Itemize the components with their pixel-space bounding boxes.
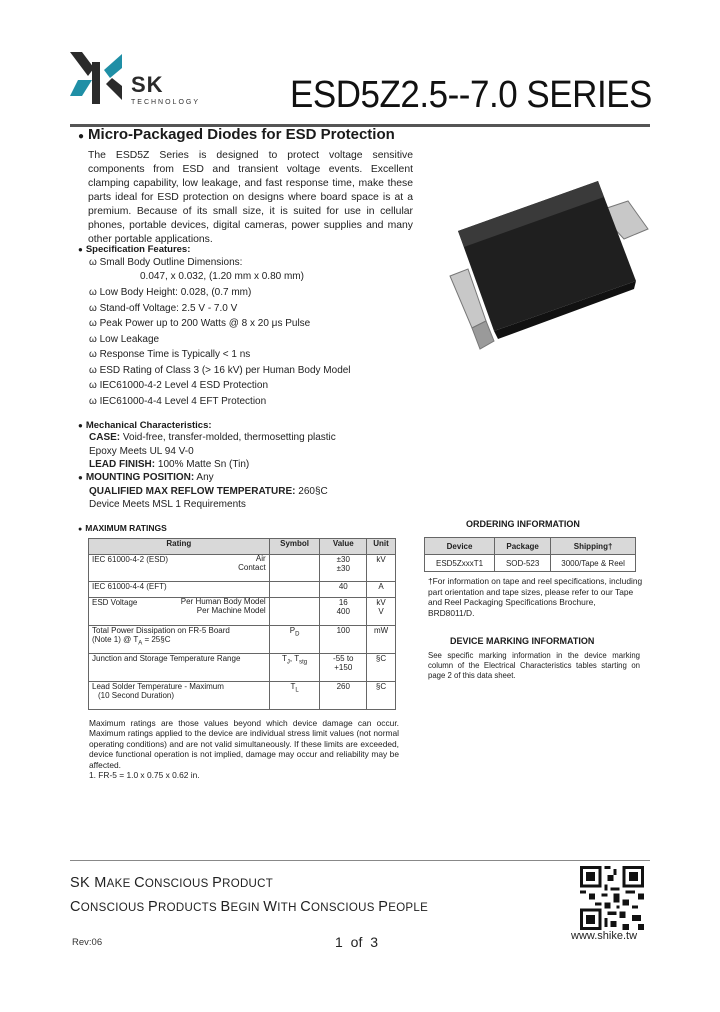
spec-item: ω Peak Power up to 200 Watts @ 8 x 20 μs Pulse: [89, 318, 311, 329]
slogan-part: B: [220, 899, 231, 915]
bullet-icon: ●: [78, 473, 83, 482]
mech-heading: [78, 420, 212, 431]
column-header: Unit: [367, 539, 396, 555]
column-header: Package: [495, 538, 551, 555]
bullet-icon: ●: [78, 421, 83, 430]
subscript: A: [138, 640, 143, 647]
spec-item: ω Low Leakage: [89, 334, 160, 345]
website-link[interactable]: www.shike.tw: [571, 930, 638, 942]
symbol-cell: [269, 654, 320, 682]
subscript: D: [295, 631, 300, 638]
slogan-part: AKE: [106, 878, 135, 890]
unit-cell: [367, 598, 396, 626]
unit-cell: kV: [367, 555, 396, 582]
slogan-part: ONSCIOUS: [144, 878, 213, 890]
rating-cell: Junction and Storage Temperature Range: [89, 654, 270, 682]
ordering-table: [424, 537, 636, 572]
slogan-part: ITH: [277, 902, 301, 914]
logo-subtext: TECHNOLOGY: [131, 99, 201, 106]
marking-text: See specific marking information in the device marking column of the Electrical Characteristics tables starting on page 2 of this data sheet.: [428, 651, 640, 680]
column-header: Symbol: [269, 539, 320, 555]
subscript: stg: [299, 659, 308, 666]
spec-item: ω Small Body Outline Dimensions:: [89, 257, 243, 268]
slogan-part: SK: [70, 875, 95, 891]
slogan-part: P: [378, 899, 389, 915]
value-text: +150: [334, 663, 353, 672]
mech-msl: Device Meets MSL 1 Requirements: [89, 499, 246, 510]
value-text: 400: [336, 607, 350, 616]
mech-mount: [78, 472, 214, 483]
rating-cell: [89, 555, 270, 582]
table-header-row: [425, 538, 636, 555]
rating-text-part: (Note 1) @ T: [92, 635, 139, 644]
value-cell: [320, 555, 367, 582]
intro-paragraph: The ESD5Z Series is designed to protect voltage sensitive components from ESD and transient voltage events. Excellent clamping capability, low leakage, and fast response time, make these parts ideal for ESD protection on designs where board space is at a premium. Because of its small size, it is suited for use in cellular phones, portable devices, digital cameras, power supplies and many other portable applications.: [88, 150, 413, 245]
slogan-part: P: [148, 899, 159, 915]
rating-sub: Per Machine Model: [196, 606, 266, 615]
max-ratings-table: [88, 538, 396, 710]
table-cell: SOD-523: [495, 555, 551, 572]
lead-label: LEAD FINISH:: [89, 459, 156, 470]
rating-cell: [89, 598, 270, 626]
table-cell: 3000/Tape & Reel: [551, 555, 636, 572]
bullet-icon: ●: [78, 526, 83, 533]
value-cell: 100: [320, 626, 367, 654]
table-row: [89, 555, 396, 582]
mech-reflow: [89, 486, 328, 497]
reflow-text: 260§C: [298, 486, 328, 497]
spec-item: ω Stand-off Voltage: 2.5 V - 7.0 V: [89, 303, 238, 314]
logo-text: SK: [131, 72, 164, 97]
mount-text: Any: [196, 472, 214, 483]
slogan-part: RODUCTS: [158, 902, 221, 914]
rating-cell: [89, 682, 270, 710]
symbol-cell: [269, 582, 320, 598]
subscript: L: [295, 687, 299, 694]
rating-text: ESD Voltage: [92, 598, 138, 607]
rating-sub: Per Human Body Model: [180, 597, 266, 606]
slogan-line-1: [70, 875, 273, 891]
value-text: -55 to: [333, 654, 354, 663]
case-label: CASE:: [89, 432, 121, 443]
slogan-part: C: [300, 899, 311, 915]
max-ratings-heading: [78, 523, 167, 533]
marking-heading: DEVICE MARKING INFORMATION: [450, 636, 595, 646]
slogan-line-2: [70, 899, 428, 915]
value-cell: [320, 598, 367, 626]
slogan-part: ONSCIOUS: [310, 902, 379, 914]
table-row: [89, 654, 396, 682]
page-number: 1 of 3: [335, 934, 379, 950]
mech-heading-text: Mechanical Characteristics:: [85, 420, 212, 431]
symbol-cell: [269, 682, 320, 710]
spec-item: ω IEC61000-4-2 Level 4 ESD Protection: [89, 380, 269, 391]
unit-cell: mW: [367, 626, 396, 654]
table-cell: ESD5ZxxxT1: [425, 555, 495, 572]
table-row: [89, 598, 396, 626]
slogan-part: C: [70, 899, 81, 915]
qr-code-icon: [580, 866, 644, 930]
value-cell: [320, 654, 367, 682]
symbol-text: T: [290, 682, 296, 691]
column-header: Device: [425, 538, 495, 555]
symbol-cell: [269, 555, 320, 582]
unit-text: V: [378, 607, 384, 616]
table-header-row: [89, 539, 396, 555]
main-heading-text: Micro-Packaged Diodes for ESD Protection: [88, 126, 395, 143]
rating-cell: IEC 61000-4-4 (EFT): [89, 582, 270, 598]
column-header: Rating: [89, 539, 270, 555]
spec-heading-text: Specification Features:: [85, 244, 191, 255]
case-text: Void-free, transfer-molded, thermosetting plastic: [122, 432, 336, 443]
slogan-part: C: [134, 875, 145, 891]
reflow-label: QUALIFIED MAX REFLOW TEMPERATURE:: [89, 486, 296, 497]
unit-cell: A: [367, 582, 396, 598]
slogan-part: EOPLE: [388, 902, 429, 914]
lead-text: 100% Matte Sn (Tin): [157, 459, 250, 470]
symbol-cell: [269, 626, 320, 654]
value-text: ±30: [336, 564, 350, 573]
unit-cell: §C: [367, 654, 396, 682]
bullet-icon: ●: [78, 131, 85, 142]
ordering-note: †For information on tape and reel specifications, including part orientation and tape sizes, please refer to our Tape and Reel Packaging Specifications Brochure, BRD8011/D.: [428, 576, 643, 618]
mount-label: MOUNTING POSITION:: [85, 472, 195, 483]
company-logo-icon: [70, 50, 124, 106]
value-cell: 260: [320, 682, 367, 710]
ratings-notes: [89, 718, 399, 780]
bullet-icon: ●: [78, 245, 83, 254]
spec-item: ω Response Time is Typically < 1 ns: [89, 349, 251, 360]
rating-sub: Contact: [238, 563, 266, 572]
symbol-text: P: [289, 626, 296, 635]
spec-heading: [78, 244, 190, 255]
spec-item: 0.047, x 0.032, (1.20 mm x 0.80 mm): [140, 271, 304, 282]
slogan-part: W: [263, 899, 278, 915]
rating-text-part: = 25§C: [142, 635, 171, 644]
rating-text: [92, 635, 266, 647]
ordering-heading: ORDERING INFORMATION: [466, 519, 580, 529]
spec-item: ω Low Body Height: 0.028, (0.7 mm): [89, 287, 252, 298]
mech-epoxy: Epoxy Meets UL 94 V-0: [89, 446, 194, 457]
table-row: [89, 682, 396, 710]
notes-text: Maximum ratings are those values beyond which device damage can occur. Maximum ratings applied to the device are individual stress limit values (not normal operating conditions) and are not valid simultaneously. If these limits are exceeded, device functional operation is not implied, damage may occur and reliability may be affected.: [89, 718, 399, 770]
revision-label: Rev:06: [72, 937, 103, 948]
footer-divider: [70, 860, 650, 861]
spec-item: ω IEC61000-4-4 Level 4 EFT Protection: [89, 396, 267, 407]
table-row: [89, 626, 396, 654]
rating-cell: [89, 626, 270, 654]
slogan-part: EGIN: [230, 902, 264, 914]
slogan-part: RODUCT: [222, 878, 274, 890]
unit-cell: §C: [367, 682, 396, 710]
symbol-cell: [269, 598, 320, 626]
rating-text: Lead Solder Temperature - Maximum: [92, 682, 224, 691]
rating-text: (10 Second Duration): [98, 691, 175, 700]
table-row: [425, 555, 636, 572]
mech-case: [89, 432, 336, 443]
slogan-part: M: [94, 875, 107, 891]
mech-lead: [89, 459, 249, 470]
symbol-text: T: [282, 654, 287, 663]
slogan-part: ONSCIOUS: [80, 902, 149, 914]
value-text: ±30: [336, 555, 350, 564]
spec-item: ω ESD Rating of Class 3 (> 16 kV) per Human Body Model: [89, 365, 351, 376]
footnote-text: 1. FR-5 = 1.0 x 0.75 x 0.62 in.: [89, 770, 200, 781]
unit-text: kV: [376, 598, 386, 607]
value-cell: 40: [320, 582, 367, 598]
rating-text: Total Power Dissipation on FR-5 Board: [92, 626, 230, 635]
symbol-text: , T: [289, 654, 300, 663]
main-heading: [78, 126, 395, 143]
series-title: ESD5Z2.5--7.0 SERIES: [290, 74, 652, 116]
slogan-part: P: [212, 875, 223, 891]
column-header: Shipping†: [551, 538, 636, 555]
subscript: J: [286, 659, 290, 666]
value-text: 16: [338, 598, 348, 607]
column-header: Value: [320, 539, 367, 555]
max-ratings-heading-text: MAXIMUM RATINGS: [85, 523, 167, 533]
table-row: [89, 582, 396, 598]
rating-sub: Air: [255, 554, 266, 563]
rating-text: IEC 61000-4-2 (ESD): [92, 555, 169, 564]
sod523-package-image: [428, 181, 668, 356]
